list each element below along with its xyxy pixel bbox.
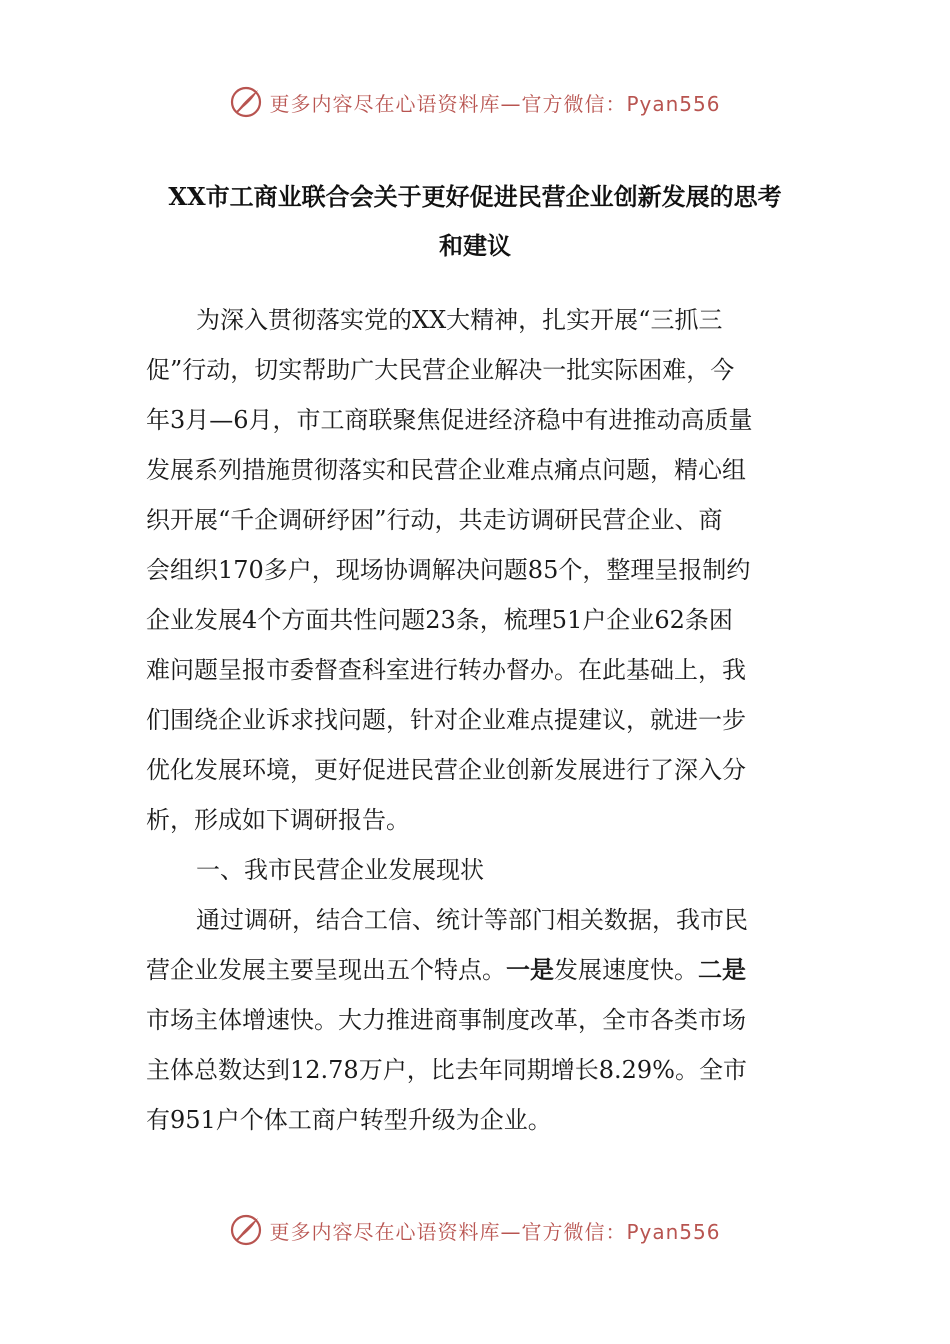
body-line-7: 企业发展4个方面共性问题23条，梳理51户企业62条困 [146, 606, 733, 634]
quill-pen-logo-icon [229, 85, 263, 119]
document-title-line-2: 和建议 [439, 231, 511, 260]
body-line-13: 通过调研，结合工信、统计等部门相关数据，我市民 [196, 906, 748, 934]
body-line-11: 析，形成如下调研报告。 [146, 806, 410, 834]
body-line-2: 促”行动，切实帮助广大民营企业解决一批实际困难，今 [146, 356, 735, 384]
watermark-text: 更多内容尽在心语资料库—官方微信：Pyan556 [269, 91, 721, 116]
body-line-10: 优化发展环境，更好促进民营企业创新发展进行了深入分 [146, 756, 746, 784]
document-title-line-1: XX市工商业联合会关于更好促进民营企业创新发展的思考 [168, 182, 782, 211]
watermark-footer [0, 1210, 950, 1250]
body-line-1: 为深入贯彻落实党的XX大精神，扎实开展“三抓三 [196, 306, 723, 334]
body-line-3: 年3月—6月，市工商联聚焦促进经济稳中有进推动高质量 [146, 406, 753, 434]
body-line-17: 有951户个体工商户转型升级为企业。 [146, 1106, 552, 1134]
watermark-text: 更多内容尽在心语资料库—官方微信：Pyan556 [269, 1219, 721, 1244]
body-text-segment: 营企业发展主要呈现出五个特点。 [146, 956, 506, 984]
body-line-8: 难问题呈报市委督查科室进行转办督办。在此基础上，我 [146, 656, 746, 684]
bold-marker-1: 一是 [506, 955, 554, 984]
body-line-9: 们围绕企业诉求找问题，针对企业难点提建议，就进一步 [146, 706, 746, 734]
body-line-4: 发展系列措施贯彻落实和民营企业难点痛点问题，精心组 [146, 456, 746, 484]
body-line-5: 织开展“千企调研纾困”行动，共走访调研民营企业、商 [146, 506, 723, 534]
body-text-segment: 发展速度快。 [554, 956, 698, 984]
body-line-14 [146, 955, 746, 984]
bold-marker-2: 二是 [698, 955, 746, 984]
section-heading: 一、我市民营企业发展现状 [196, 856, 484, 884]
body-line-15: 市场主体增速快。大力推进商事制度改革，全市各类市场 [146, 1006, 746, 1034]
watermark-header [0, 82, 950, 122]
body-line-6: 会组织170多户，现场协调解决问题85个，整理呈报制约 [146, 556, 751, 584]
quill-pen-logo-icon [229, 1213, 263, 1247]
body-line-16: 主体总数达到12.78万户，比去年同期增长8.29%。全市 [146, 1056, 747, 1084]
